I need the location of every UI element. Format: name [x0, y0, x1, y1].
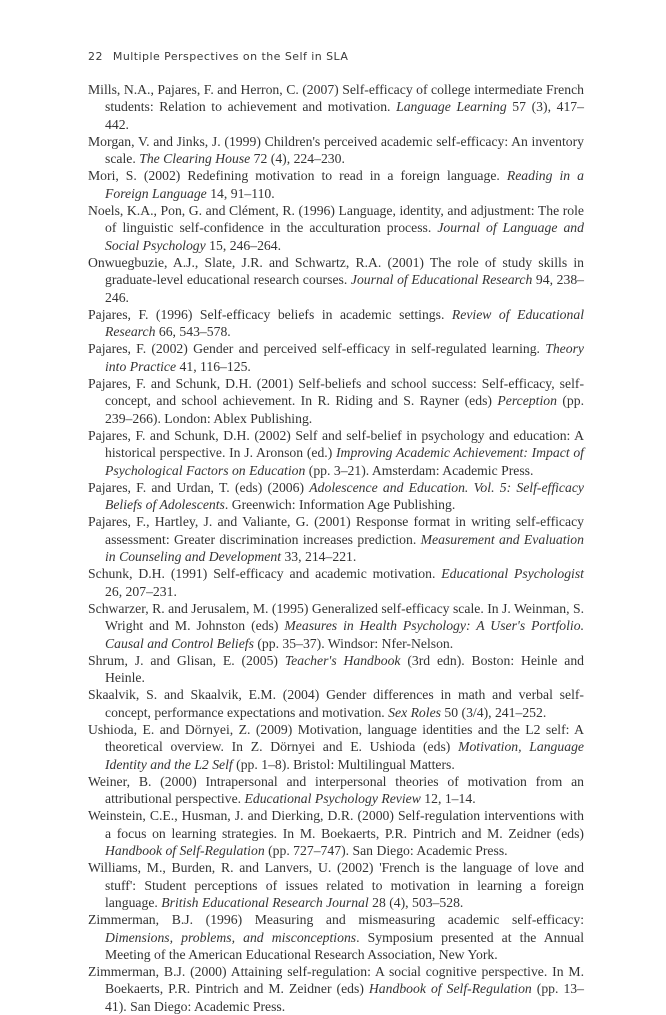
reference-entry — [88, 911, 584, 963]
reference-text: 14, 91–110. — [206, 185, 275, 201]
reference-source-title: Theory into Practice — [105, 341, 584, 374]
reference-text: 33, 214–221. — [281, 549, 357, 565]
reference-text: Pajares, F. (1996) Self-efficacy beliefs in academic settings. — [88, 306, 452, 322]
reference-entry — [88, 306, 584, 341]
reference-text: Pajares, F. and Urdan, T. (eds) (2006) — [88, 479, 310, 495]
reference-source-title: Measurement and Evaluation in Counseling and Development — [105, 531, 584, 565]
reference-source-title: Language Learning — [396, 99, 507, 115]
reference-list — [88, 81, 584, 1015]
reference-text: 15, 246–264. — [205, 237, 282, 253]
reference-text: (pp. 727–747). San Diego: Academic Press. — [264, 843, 508, 859]
reference-entry — [88, 479, 584, 514]
reference-source-title: Handbook of Self-Regulation — [368, 981, 532, 997]
reference-source-title: Journal of Educational Research — [350, 272, 533, 288]
reference-text: Weinstein, C.E., Husman, J. and Dierking, D.R. (2000) Self-regulation interventions with a focus on learning strategies. In M. Boekaerts, P.R. Pintrich and M. Zeidner (eds) — [88, 808, 584, 841]
reference-text: (pp. 3–21). Amsterdam: Academic Press. — [305, 462, 534, 478]
reference-entry — [88, 375, 584, 427]
reference-entry — [88, 686, 584, 721]
reference-text: . Symposium presented at the Annual Meeting of the American Educational Research Association, New York. — [105, 929, 584, 962]
reference-text: 12, 1–14. — [420, 791, 476, 807]
reference-source-title: Educational Psychology Review — [244, 791, 421, 807]
reference-entry — [88, 427, 584, 479]
reference-text: 50 (3/4), 241–252. — [440, 704, 547, 720]
reference-text: Ushioda, E. and Dörnyei, Z. (2009) Motivation, language identities and the L2 self: A theoretical overview. In Z. Dörnyei and E. Ushioda (eds) — [88, 721, 584, 755]
reference-entry — [88, 565, 584, 600]
running-title: Multiple Perspectives on the Self in SLA — [112, 50, 349, 63]
reference-text: Pajares, F. and Schunk, D.H. (2001) Self-beliefs and school success: Self-efficacy, self-concept, and school achievement. In R. Riding and S. Rayner (eds) — [88, 376, 584, 409]
reference-source-title: Handbook of Self-Regulation — [105, 843, 265, 859]
reference-source-title: Sex Roles — [388, 704, 441, 720]
reference-text: Zimmerman, B.J. (2000) Attaining self-regulation: A social cognitive perspective. In M. Boekaerts, P.R. Pintrich and M. Zeidner (eds) — [88, 964, 584, 997]
reference-text: Pajares, F., Hartley, J. and Valiante, G. (2001) Response format in writing self-efficacy assessment: Greater discrimination increases prediction. — [88, 514, 584, 547]
reference-source-title: British Educational Research Journal — [161, 894, 369, 910]
reference-entry — [88, 773, 584, 808]
reference-text: (3rd edn). Boston: Heinle and Heinle. — [105, 652, 585, 686]
reference-text: 57 (3), 417–442. — [105, 99, 584, 132]
reference-entry — [88, 721, 584, 773]
reference-entry — [88, 513, 584, 565]
reference-text: 94, 238–246. — [105, 272, 585, 305]
reference-text: (pp. 239–266). London: Ablex Publishing. — [105, 393, 585, 426]
reference-source-title: Dimensions, problems, and misconceptions — [105, 929, 357, 945]
reference-text: Pajares, F. and Schunk, D.H. (2002) Self and self-belief in psychology and education: A historical perspective. In J. Aronson (ed.) — [88, 427, 584, 461]
reference-entry — [88, 167, 584, 202]
reference-entry — [88, 254, 584, 306]
reference-source-title: Improving Academic Achievement: Impact of Psychological Factors on Education — [105, 445, 584, 478]
reference-entry — [88, 202, 584, 254]
reference-text: Schunk, D.H. (1991) Self-efficacy and academic motivation. — [88, 566, 442, 582]
reference-source-title: Measures in Health Psychology: A User's Portfolio. Causal and Control Beliefs — [105, 618, 584, 651]
reference-text: Shrum, J. and Glisan, E. (2005) — [88, 652, 285, 668]
reference-source-title: Educational Psychologist — [441, 566, 584, 582]
reference-text: Morgan, V. and Jinks, J. (1999) Children's perceived academic self-efficacy: An inventory scale. — [88, 133, 584, 167]
reference-text: Pajares, F. (2002) Gender and perceived self-efficacy in self-regulated learning. — [88, 341, 546, 357]
reference-text: Mori, S. (2002) Redefining motivation to read in a foreign language. — [88, 168, 507, 184]
reference-source-title: Journal of Language and Social Psychology — [105, 220, 584, 253]
reference-text: (pp. 35–37). Windsor: Nfer-Nelson. — [253, 635, 454, 651]
reference-source-title: Teacher's Handbook — [284, 652, 401, 668]
reference-source-title: Review of Educational Research — [105, 306, 584, 340]
reference-text: Williams, M., Burden, R. and Lanvers, U. (2002) 'French is the language of love and stuff': Student perceptions of issues related to motivation in learning a foreign language. — [88, 860, 584, 910]
reference-entry — [88, 807, 584, 859]
page-number: 22 — [88, 50, 103, 63]
reference-text: Zimmerman, B.J. (1996) Measuring and mismeasuring academic self-efficacy: — [88, 912, 584, 928]
reference-source-title: The Clearing House — [139, 151, 251, 167]
reference-entry — [88, 340, 584, 375]
reference-text: . Greenwich: Information Age Publishing. — [224, 497, 456, 513]
reference-text: 26, 207–231. — [105, 583, 177, 599]
reference-text: (pp. 1–8). Bristol: Multilingual Matters. — [232, 756, 455, 772]
reference-source-title: Motivation, Language Identity and the L2 Self — [105, 739, 584, 772]
reference-text: 41, 116–125. — [176, 358, 251, 374]
reference-text: 28 (4), 503–528. — [368, 894, 464, 910]
reference-text: Onwuegbuzie, A.J., Slate, J.R. and Schwartz, R.A. (2001) The role of study skills in graduate-level educational research courses. — [88, 254, 584, 288]
reference-text: Schwarzer, R. and Jerusalem, M. (1995) Generalized self-efficacy scale. In J. Weinman, S. Wright and M. Johnston (eds) — [88, 600, 584, 634]
reference-text: Weiner, B. (2000) Intrapersonal and interpersonal theories of motivation from an attributional perspective. — [88, 773, 584, 807]
reference-entry — [88, 963, 584, 1015]
reference-text: Skaalvik, S. and Skaalvik, E.M. (2004) Gender differences in math and verbal self-concept, performance expectations and motivation. — [88, 687, 584, 720]
reference-source-title: Reading in a Foreign Language — [105, 168, 584, 201]
reference-text: Noels, K.A., Pon, G. and Clément, R. (1996) Language, identity, and adjustment: The role of linguistic self-confidence in the acculturation process. — [88, 203, 584, 236]
reference-text: Mills, N.A., Pajares, F. and Herron, C. (2007) Self-efficacy of college intermediate French students: Relation to achievement and motivation. — [88, 82, 584, 115]
reference-text: 66, 543–578. — [155, 324, 231, 340]
reference-text: 72 (4), 224–230. — [250, 151, 345, 167]
reference-entry — [88, 652, 584, 687]
running-head — [88, 50, 348, 63]
reference-entry — [88, 133, 584, 168]
reference-text: (pp. 13–41). San Diego: Academic Press. — [105, 981, 584, 1014]
reference-source-title: Perception — [497, 393, 557, 409]
reference-entry — [88, 600, 584, 652]
reference-entry — [88, 859, 584, 911]
reference-source-title: Adolescence and Education. Vol. 5: Self-efficacy Beliefs of Adolescents — [105, 479, 584, 513]
reference-entry — [88, 81, 584, 133]
